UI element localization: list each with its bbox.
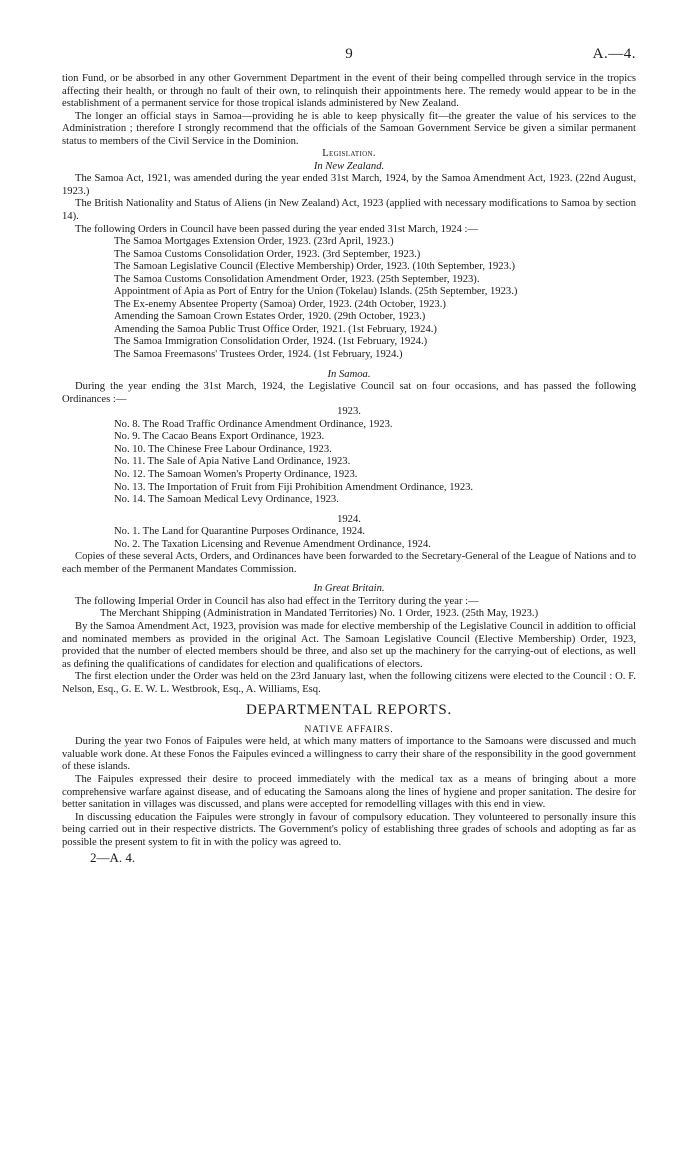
native-paragraph-2: The Faipules expressed their desire to proceed immediately with the medical tax as a means of bringing about a more comprehensive warfare against disease, and of educating the Samoans along the lines of hygiene and proper sanitation. The desire for better sanitation in villages was discussed, and plans were accepted for remodelling villages with this end in view. bbox=[62, 773, 636, 811]
intro-paragraph-1: tion Fund, or be absorbed in any other Government Department in the event of their being compelled through service in the tropics affecting their health, or through no fault of their own, to relinquish their appointments here. The remedy would appear to be in the establishment of a permanent service for those tropical islands administered by New Zealand. bbox=[62, 73, 636, 110]
election-paragraph: The first election under the Order was held on the 23rd January last, when the following citizens were elected to the Council : O. F. Nelson, Esq., G. E. W. L. Westbrook, Esq., A. Williams, Esq. bbox=[62, 671, 636, 695]
native-affairs-heading: NATIVE AFFAIRS. bbox=[304, 724, 394, 735]
list-item: Amending the Samoan Crown Estates Order, 1920. (29th October, 1923.) bbox=[114, 311, 426, 323]
orders-list bbox=[62, 236, 636, 361]
list-item: The Samoa Mortgages Extension Order, 1923. (23rd April, 1923.) bbox=[114, 236, 394, 248]
nz-paragraph-1: The Samoa Act, 1921, was amended during the year ended 31st March, 1924, by the Samoa Amendment Act, 1923. (22nd August, 1923.) bbox=[62, 173, 636, 197]
samoa-paragraph: During the year ending the 31st March, 1924, the Legislative Council sat on four occasions, and has passed the following Ordinances :— bbox=[62, 381, 636, 405]
year-1924-heading: 1924. bbox=[337, 513, 361, 525]
list-item: No. 1. The Land for Quarantine Purposes Ordinance, 1924. bbox=[114, 526, 366, 538]
intro-paragraph-2: The longer an official stays in Samoa—providing he is able to keep physically fit—the greater the value of his services to the Administration ; therefore I strongly recommend that the officials of the Samoan Government Service be given a similar permanent status to members of the Civil Service in the Dominion. bbox=[62, 110, 636, 147]
page-number: 9 bbox=[345, 46, 353, 62]
list-item: The Ex-enemy Absentee Property (Samoa) Order, 1923. (24th October, 1923.) bbox=[114, 298, 446, 310]
page-body bbox=[62, 73, 636, 865]
list-item: No. 14. The Samoan Medical Levy Ordinance, 1923. bbox=[114, 494, 339, 506]
nz-heading: In New Zealand. bbox=[313, 160, 385, 172]
list-item: The Samoan Legislative Council (Elective Membership) Order, 1923. (10th September, 1923.) bbox=[114, 261, 516, 273]
list-item: The Samoa Customs Consolidation Order, 1923. (3rd September, 1923.) bbox=[114, 248, 421, 260]
document-reference: A.—4. bbox=[592, 46, 636, 62]
list-item: No. 8. The Road Traffic Ordinance Amendment Ordinance, 1923. bbox=[114, 418, 393, 430]
list-item: The Samoa Customs Consolidation Amendment Order, 1923. (25th September, 1923). bbox=[114, 273, 480, 285]
legislation-heading: Legislation. bbox=[322, 148, 376, 160]
copies-paragraph: Copies of these several Acts, Orders, and Ordinances have been forwarded to the Secretary-General of the League of Nations and to each member of the Permanent Mandates Commission. bbox=[62, 551, 636, 575]
gb-order-list bbox=[62, 608, 636, 621]
list-item: No. 11. The Sale of Apia Native Land Ordinance, 1923. bbox=[114, 456, 351, 468]
native-paragraph-3: In discussing education the Faipules were strongly in favour of compulsory education. They volunteered to personally insure this being carried out in their respective districts. The Government's policy of establishing three grades of schools and adopting as far as possible the present system to fit in with the policy was agreed to. bbox=[62, 811, 636, 848]
samoa-heading: In Samoa. bbox=[327, 368, 371, 380]
list-item: Amending the Samoa Public Trust Office Order, 1921. (1st February, 1924.) bbox=[114, 323, 437, 335]
nz-paragraph-2: The British Nationality and Status of Aliens (in New Zealand) Act, 1923 (applied with necessary modifications to Samoa by section 14). bbox=[62, 198, 636, 223]
page-header bbox=[62, 46, 636, 66]
list-item: The Samoa Freemasons' Trustees Order, 1924. (1st February, 1924.) bbox=[114, 349, 403, 361]
gb-paragraph: The following Imperial Order in Council has also had effect in the Territory during the year :— bbox=[75, 595, 479, 607]
list-item: The Samoa Immigration Consolidation Order, 1924. (1st February, 1924.) bbox=[114, 336, 428, 348]
list-item: No. 9. The Cacao Beans Export Ordinance, 1923. bbox=[114, 431, 325, 443]
ordinances-1923-list bbox=[62, 419, 636, 507]
elective-paragraph: By the Samoa Amendment Act, 1923, provision was made for elective membership of the Legislative Council in addition to official and nominated members as provided in the original Act. The Samoan Legislative Council (Elective Membership) Order, 1923, provided that the number of elected members should be three, and also set up the machinery for the carrying-out of elections, as well as defining the qualifications of candidates for election and qualifications of electors. bbox=[62, 620, 636, 670]
departmental-reports-heading: DEPARTMENTAL REPORTS. bbox=[245, 702, 453, 719]
year-1923-heading: 1923. bbox=[337, 406, 361, 418]
list-item: No. 10. The Chinese Free Labour Ordinance, 1923. bbox=[114, 443, 332, 455]
gb-heading: In Great Britain. bbox=[313, 583, 385, 595]
list-item: No. 2. The Taxation Licensing and Revenue Amendment Ordinance, 1924. bbox=[114, 538, 431, 550]
ordinances-1924-list bbox=[62, 526, 636, 551]
list-item: Appointment of Apia as Port of Entry for the Union (Tokelau) Islands. (25th September, 1923.) bbox=[114, 286, 518, 298]
native-paragraph-1: During the year two Fonos of Faipules were held, at which many matters of importance to the Samoans were discussed and much valuable work done. At these Fonos the Faipules evinced a willingness to carry their share of the responsibility in the good government of these islands. bbox=[62, 736, 636, 773]
list-item: The Merchant Shipping (Administration in Mandated Territories) No. 1 Order, 1923. (25th May, 1923.) bbox=[100, 608, 539, 620]
nz-paragraph-3: The following Orders in Council have been passed during the year ended 31st March, 1924 :— bbox=[75, 223, 479, 235]
list-item: No. 12. The Samoan Women's Property Ordinance, 1923. bbox=[114, 468, 358, 480]
signature-mark: 2—A. 4. bbox=[90, 850, 136, 866]
list-item: No. 13. The Importation of Fruit from Fiji Prohibition Amendment Ordinance, 1923. bbox=[114, 481, 474, 493]
